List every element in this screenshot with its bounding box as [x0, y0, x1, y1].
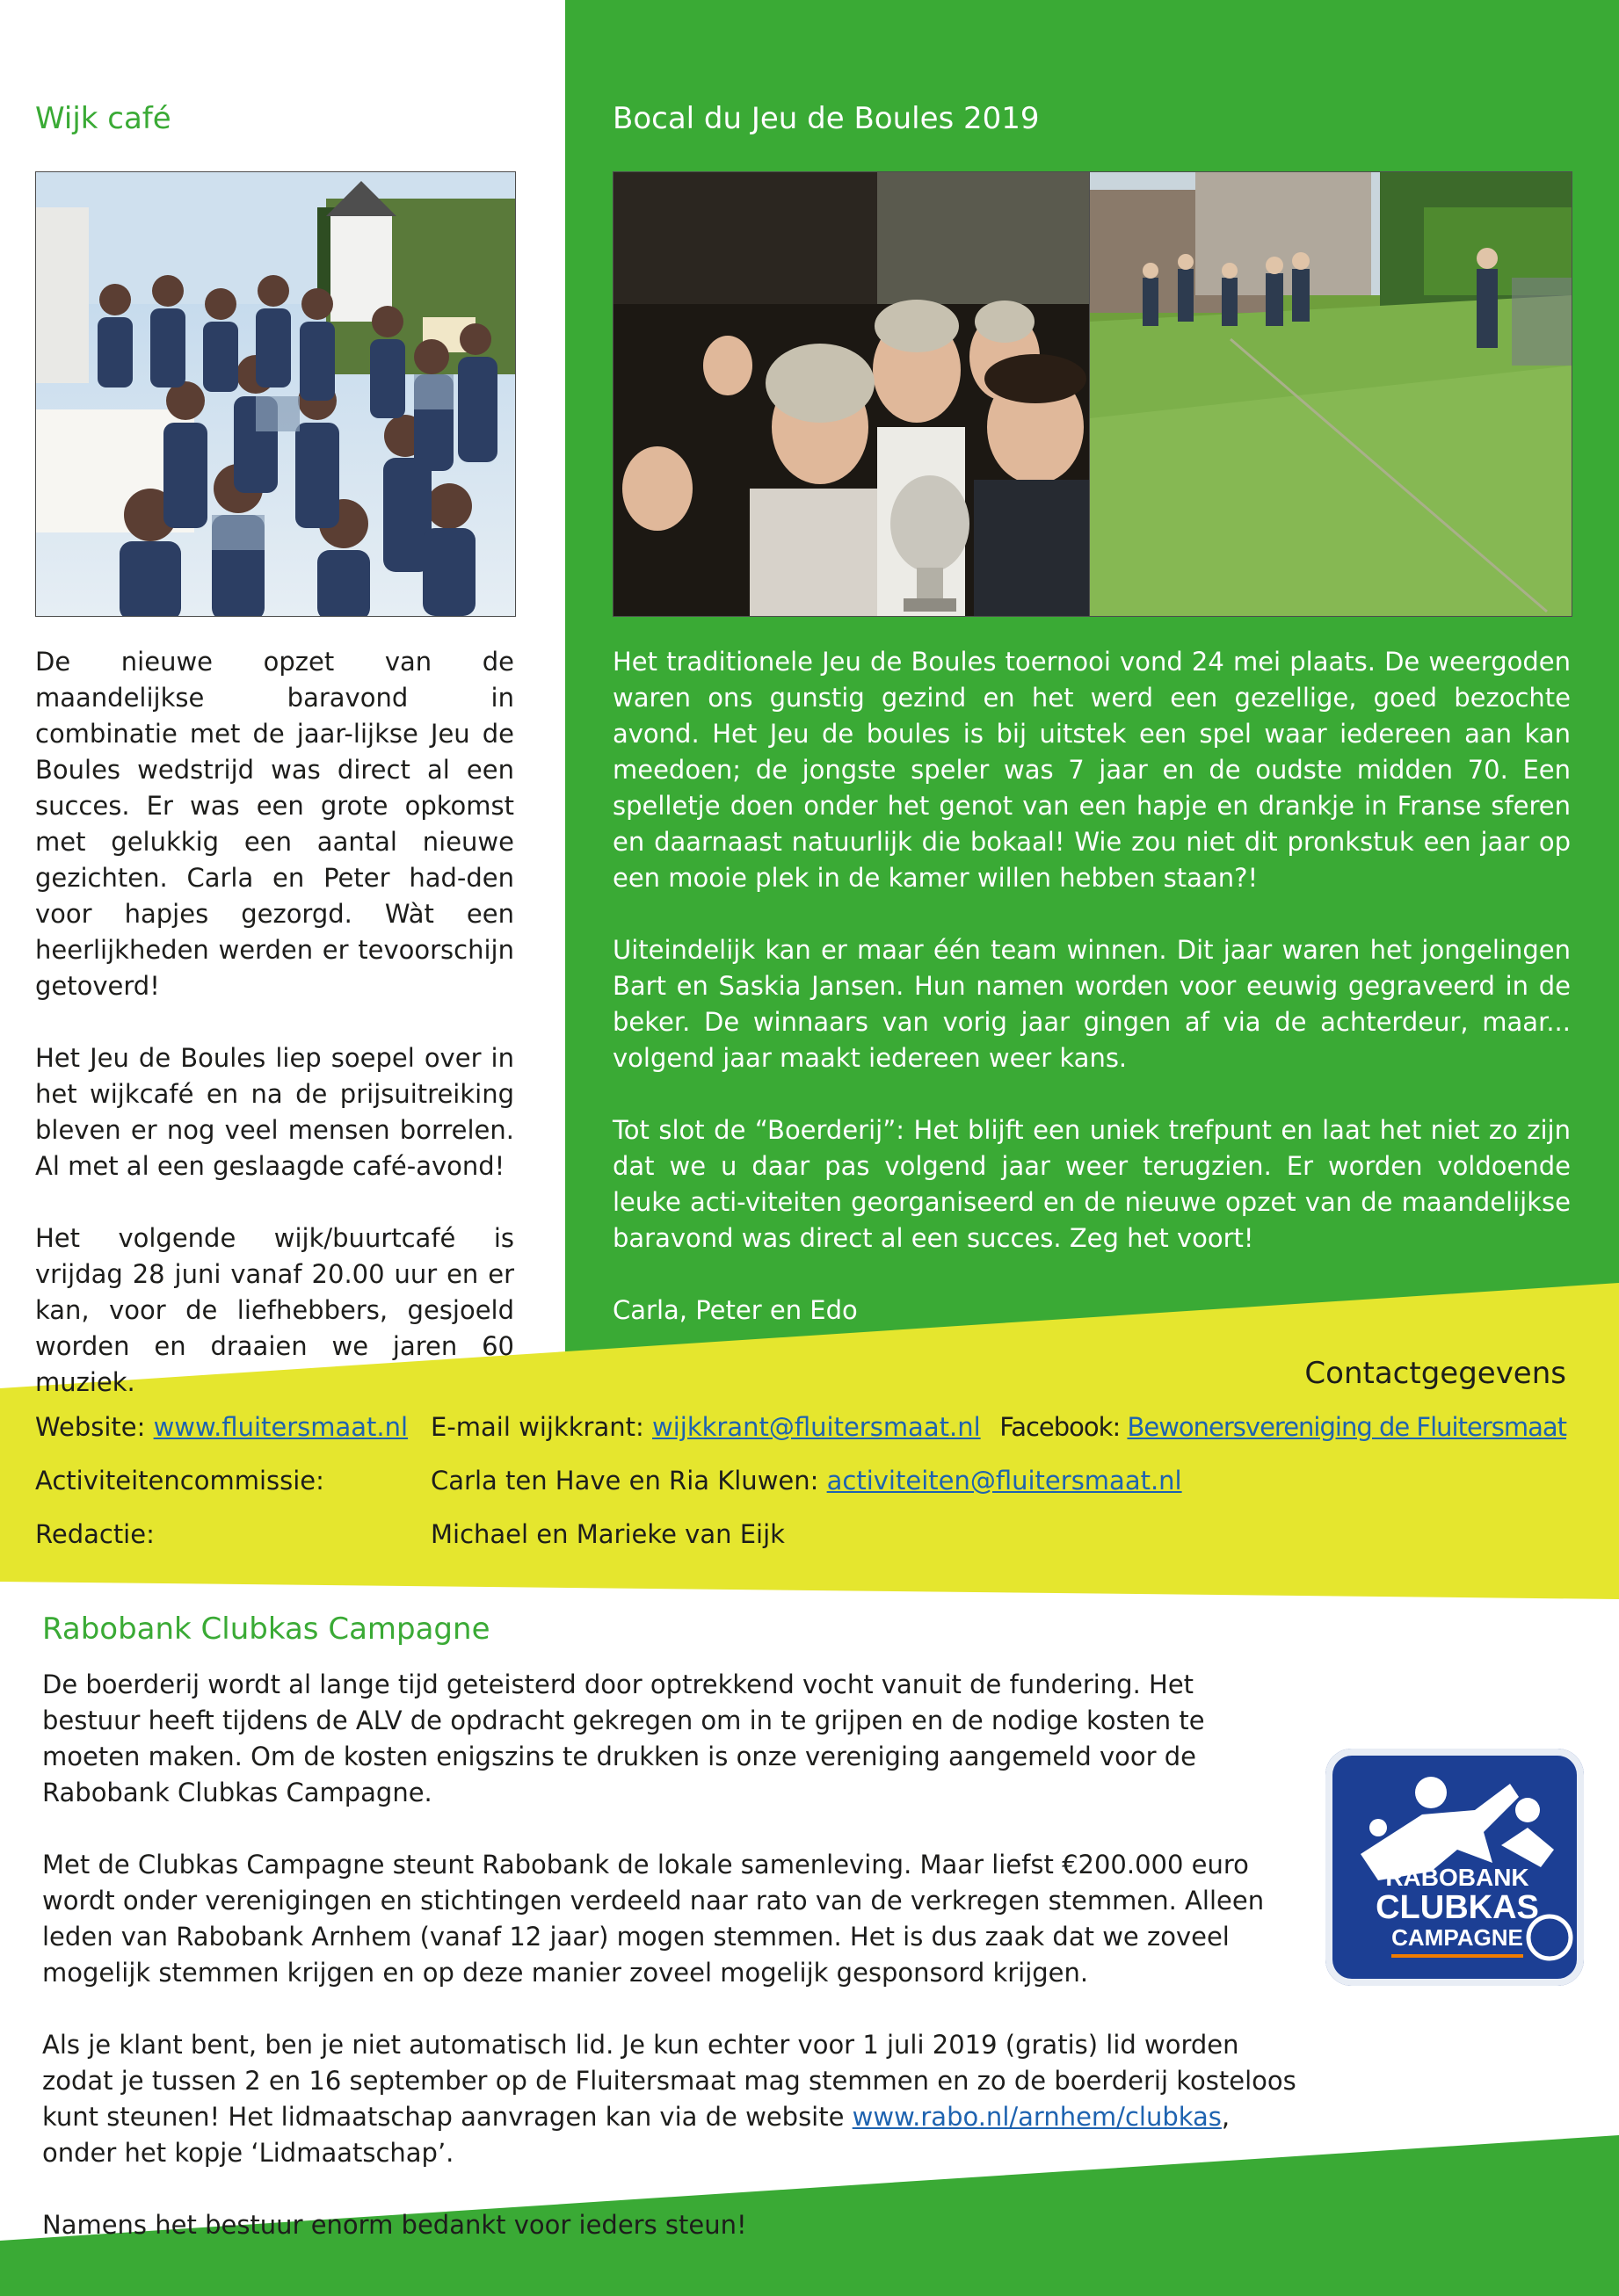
commission-names: Carla ten Have en Ria Kluwen: — [431, 1466, 819, 1496]
editors-names: Michael en Marieke van Eijk — [431, 1519, 785, 1549]
rabobank-clubkas-logo — [1325, 1749, 1584, 1986]
rabobank-heading: Rabobank Clubkas Campagne — [42, 1612, 490, 1647]
logo-line-clubkas: CLUBKAS — [1376, 1889, 1539, 1926]
website-link[interactable]: www.fluitersmaat.nl — [153, 1412, 409, 1442]
wijk-cafe-paragraph: Het volgende wijk/buurtcafé is vrijdag 28 juni vanaf 20.00 uur en er kan, voor de liefhebbers, gesjoeld worden en draaien we jaren 60 muziek. — [35, 1223, 514, 1397]
logo-line-rabobank: RABOBANK — [1385, 1864, 1529, 1891]
rabobank-thanks: Namens het bestuur enorm bedankt voor ieders steun! — [42, 2210, 747, 2240]
wijk-cafe-photo — [35, 171, 516, 617]
jeu-de-boules-signature: Carla, Peter en Edo — [613, 1295, 858, 1325]
wijk-cafe-paragraph: Het Jeu de Boules liep soepel over in het wijkcafé en na de prijsuitreiking bleven er nog veel mensen borrelen. Al met al een geslaagde café-avond! — [35, 1043, 514, 1181]
jeu-de-boules-paragraph: Uiteindelijk kan er maar één team winnen. Dit jaar waren het jongelingen Bart en Saskia Jansen. Hun namen worden voor eeuwig gegraveerd in de beker. De winnaars van vorig jaar gingen af via de achterdeur, maar... volgend jaar maakt iedereen weer kans. — [613, 935, 1571, 1073]
jeu-de-boules-heading: Bocal du Jeu de Boules 2019 — [613, 101, 1040, 136]
jeu-de-boules-body — [613, 644, 1571, 1329]
commission-row — [431, 1466, 1182, 1496]
commission-link[interactable]: activiteiten@fluitersmaat.nl — [826, 1466, 1182, 1496]
boules-game-photo — [1089, 171, 1572, 617]
jeu-de-boules-paragraph: Tot slot de “Boerderij”: Het blijft een uniek trefpunt en laat het niet zo zijn dat we u daar pas volgend jaar weer terugzien. Er worden voldoende leuke acti-viteiten georganiseerd en de nieuwe opzet van de maandelijkse baravond was direct al een succes. Zeg het voort! — [613, 1115, 1571, 1253]
editors-label: Redactie: — [35, 1519, 155, 1549]
wijk-cafe-paragraph: De nieuwe opzet van de maandelijkse baravond in combinatie met de jaar-lijkse Jeu de Boules wedstrijd was direct al een succes. Er was een grote opkomst met gelukkig een aantal nieuwe gezichten. Carla en Peter had-den voor hapjes gezorgd. Wàt een heerlijkheden werden er tevoorschijn getoverd! — [35, 647, 514, 1001]
rabobank-paragraph-text: , onder het kopje ‘Lidmaatschap’. — [42, 2102, 1231, 2168]
email-label: E-mail wijkkrant: — [431, 1412, 644, 1442]
rabobank-paragraph — [42, 2027, 1299, 2171]
facebook-label: Facebook: — [999, 1412, 1121, 1442]
website-label: Website: — [35, 1412, 146, 1442]
rabobank-body — [42, 1667, 1299, 2279]
wijk-cafe-body — [35, 644, 514, 1437]
website-row — [35, 1412, 408, 1442]
rabobank-paragraph: Met de Clubkas Campagne steunt Rabobank de lokale samenleving. Maar liefst €200.000 euro wordt onder verenigingen en stichtingen verdeeld naar rato van de verkregen stemmen. Alleen leden van Rabobank Arnhem (vanaf 12 jaar) mogen stemmen. Het is dus zaak dat we zoveel mogelijk stemmen krijgen en op deze manier zoveel mogelijk gesponsord krijgen. — [42, 1850, 1265, 1988]
rabobank-paragraph-text: Als je klant bent, ben je niet automatisch lid. Je kun echter voor 1 juli 2019 (gratis) lid worden zodat je tussen 2 en 16 september op de Fluitersmaat mag stemmen en zo de boerderij kosteloos kunt steunen! Het lidmaatschap aanvragen kan via de website — [42, 2030, 1296, 2132]
facebook-row — [999, 1412, 1566, 1442]
contact-title: Contactgegevens — [1304, 1356, 1566, 1391]
logo-line-campagne: CAMPAGNE — [1391, 1924, 1523, 1951]
email-row — [431, 1412, 981, 1442]
rabobank-paragraph: De boerderij wordt al lange tijd geteisterd door optrekkend vocht vanuit de fundering. Het bestuur heeft tijdens de ALV de opdracht gekregen om in te grijpen en de nodige kosten te moeten maken. Om de kosten enigszins te drukken is onze vereniging aangemeld voor de Rabobank Clubkas Campagne. — [42, 1669, 1205, 1807]
logo-orange-underline — [1391, 1954, 1523, 1958]
trophy-winners-photo — [613, 171, 1091, 617]
email-link[interactable]: wijkkrant@fluitersmaat.nl — [652, 1412, 981, 1442]
rabo-clubkas-link[interactable]: www.rabo.nl/arnhem/clubkas — [852, 2102, 1222, 2132]
facebook-link[interactable]: Bewonersvereniging de Fluitersmaat — [1127, 1412, 1566, 1442]
wijk-cafe-heading: Wijk café — [35, 101, 171, 136]
commission-label: Activiteitencommissie: — [35, 1466, 324, 1496]
jeu-de-boules-paragraph: Het traditionele Jeu de Boules toernooi vond 24 mei plaats. De weergoden waren ons gunstig gezind en het werd een gezellige, goed bezochte avond. Het Jeu de boules is bij uitstek een spel waar iedereen aan kan meedoen; de jongste speler was 7 jaar en de oudste midden 70. Een spelletje doen onder het genot van een hapje en drankje in Franse sferen en daarnaast natuurlijk die bokaal! Wie zou niet dit pronkstuk een jaar op een mooie plek in de kamer willen hebben staan?! — [613, 647, 1571, 893]
